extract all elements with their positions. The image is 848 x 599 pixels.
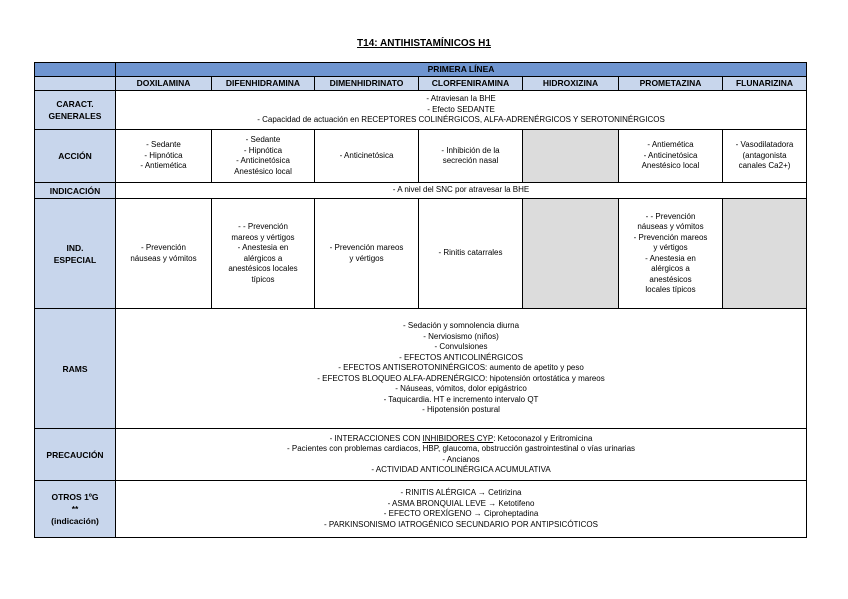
- text-line: - Inhibición de la: [441, 145, 500, 155]
- text-line: y vértigos: [653, 243, 688, 252]
- text-line: anestésicos locales: [228, 264, 298, 273]
- label-line: IND.: [66, 242, 84, 253]
- row-label-indicacion: INDICACIÓN: [35, 183, 116, 199]
- header-row: [35, 77, 807, 91]
- col-header-dimenhidrinato: DIMENHIDRINATO: [315, 77, 419, 91]
- col-header-prometazina: PROMETAZINA: [619, 77, 723, 91]
- text-line: - Anticinetósica: [339, 150, 394, 160]
- antihistamine-table: [34, 62, 807, 538]
- text-fragment: : Ketoconazol y Eritromicina: [493, 433, 593, 443]
- ind-especial-dimenhidrinato: [315, 199, 419, 309]
- row-accion: [35, 130, 807, 183]
- otros-content: [116, 481, 807, 538]
- precaucion-content: [116, 429, 807, 481]
- text-line: - Hipnótica: [243, 145, 283, 155]
- text-line: - Náuseas, vómitos, dolor epigástrico: [395, 384, 527, 394]
- text-line: - Sedación y somnolencia diurna: [402, 321, 520, 331]
- row-label-accion: ACCIÓN: [35, 130, 116, 183]
- text-line: - Vasodilatadora: [735, 140, 794, 150]
- text-line: - Antiemética: [647, 140, 694, 150]
- label-line: ESPECIAL: [53, 254, 97, 265]
- col-header-difenhidramina: DIFENHIDRAMINA: [212, 77, 315, 91]
- text-line: alérgicos a: [651, 264, 690, 273]
- text-line: - - Prevención: [238, 222, 288, 231]
- text-line: náuseas y vómitos: [637, 222, 704, 231]
- accion-doxilamina: [116, 130, 212, 183]
- col-header-doxilamina: DOXILAMINA: [116, 77, 212, 91]
- text-line: - Anticinetósica: [643, 150, 698, 160]
- text-line: - Anticinetósica: [236, 156, 290, 165]
- rams-content: [116, 309, 807, 429]
- col-header-flunarizina: FLUNARIZINA: [723, 77, 807, 91]
- text-line: canales Ca2+): [738, 161, 791, 171]
- label-line: **: [71, 504, 79, 514]
- text-line: mareos y vértigos: [231, 232, 295, 242]
- text-line: - ACTIVIDAD ANTICOLINÉRGICA ACUMULATIVA: [371, 465, 551, 474]
- accion-prometazina: [619, 130, 723, 183]
- text-line: [119, 434, 803, 445]
- text-line: - RINITIS ALÉRGICA → Cetirizina: [400, 488, 522, 497]
- accion-hidroxizina-empty: [523, 130, 619, 183]
- col-header-hidroxizina: HIDROXIZINA: [523, 77, 619, 91]
- row-otros: [35, 481, 807, 538]
- text-line: - Hipnótica: [144, 150, 183, 160]
- row-caract: [35, 91, 807, 130]
- ind-especial-doxilamina: [116, 199, 212, 309]
- text-line: alérgicos a: [243, 253, 283, 263]
- text-line: anestésicos: [649, 274, 692, 284]
- text-line: - Sedante: [146, 140, 181, 150]
- text-line: - Anestesia en: [237, 243, 289, 252]
- label-line: GENERALES: [48, 111, 102, 121]
- text-line: - EFECTOS ANTISEROTONINÉRGICOS: aumento de apetito y peso: [338, 363, 584, 373]
- text-line: y vértigos: [349, 253, 384, 263]
- text-line: - - Prevención: [645, 211, 696, 221]
- row-label-otros: [35, 481, 116, 538]
- band-corner: [35, 63, 116, 77]
- accion-flunarizina: [723, 130, 807, 183]
- ind-especial-flunarizina-empty: [723, 199, 807, 309]
- text-line: Anestésico local: [641, 161, 700, 171]
- text-line: - Capacidad de actuación en RECEPTORES COLINÉRGICOS, ALFA-ADRENÉRGICOS Y SEROTONINÉRGICOS: [257, 115, 665, 125]
- text-line: - Sedante: [245, 135, 281, 144]
- col-header-clorfeniramina: CLORFENIRAMINA: [419, 77, 523, 91]
- header-corner: [35, 77, 116, 91]
- row-rams: [35, 309, 807, 429]
- text-line: típicos: [251, 274, 275, 284]
- text-line: locales típicos: [645, 285, 696, 294]
- text-line: - Hipotensión postural: [422, 405, 500, 415]
- ind-especial-difenhidramina: [212, 199, 315, 309]
- row-label-rams: RAMS: [35, 309, 116, 429]
- text-line: secreción nasal: [442, 156, 499, 165]
- band-row: [35, 63, 807, 77]
- text-line: - Anestesia en: [645, 253, 696, 263]
- indicacion-content: - A nivel del SNC por atravesar la BHE: [116, 183, 807, 199]
- text-line: - Prevención mareos: [329, 243, 404, 252]
- text-line: - Ancianos: [442, 454, 480, 464]
- text-line: - Nerviosismo (niños): [423, 331, 499, 341]
- text-line: - Efecto SEDANTE: [427, 104, 495, 114]
- text-line: náuseas y vómitos: [130, 253, 197, 263]
- ind-especial-hidroxizina-empty: [523, 199, 619, 309]
- text-line: - Atraviesan la BHE: [426, 94, 496, 104]
- text-line: - PARKINSONISMO IATROGÉNICO SECUNDARIO POR ANTIPSICÓTICOS: [324, 519, 598, 529]
- document-title: T14: ANTIHISTAMÍNICOS H1: [357, 38, 491, 49]
- text-line: - Prevención: [141, 243, 186, 252]
- text-line: - EFECTOS ANTICOLINÉRGICOS: [399, 352, 523, 362]
- text-line: - Pacientes con problemas cardiacos, HBP, glaucoma, obstrucción gastrointestinal o vías urinarias: [287, 444, 636, 453]
- label-line: OTROS 1ºG: [51, 492, 99, 502]
- label-line: (indicación): [51, 516, 99, 526]
- row-label-caract: [35, 91, 116, 130]
- ind-especial-prometazina: [619, 199, 723, 309]
- text-line: - Prevención mareos: [633, 232, 708, 242]
- text-line: - Antiemética: [140, 161, 187, 171]
- accion-dimenhidrinato: [315, 130, 419, 183]
- text-line: - EFECTOS BLOQUEO ALFA-ADRENÉRGICO: hipotensión ortostática y mareos: [317, 373, 605, 383]
- text-line: (antagonista: [742, 150, 787, 160]
- text-line: - EFECTO OREXÍGENO → Ciproheptadina: [383, 509, 539, 518]
- row-precaucion: [35, 429, 807, 481]
- text-fragment: - INTERACCIONES CON: [329, 433, 423, 443]
- ind-especial-clorfeniramina: [419, 199, 523, 309]
- text-line: - Rinitis catarrales: [438, 248, 503, 258]
- text-line: - ASMA BRONQUIAL LEVE → Ketotifeno: [387, 498, 535, 508]
- text-line: - Convulsiones: [434, 342, 488, 352]
- text-line: Anestésico local: [234, 166, 292, 176]
- row-indicacion: [35, 183, 807, 199]
- label-line: CARACT.: [56, 99, 94, 109]
- text-line: - Taquicardia. HT e incremento intervalo QT: [383, 394, 539, 404]
- row-label-ind-especial: [35, 199, 116, 309]
- accion-clorfeniramina: [419, 130, 523, 183]
- accion-difenhidramina: [212, 130, 315, 183]
- row-label-precaucion: PRECAUCIÓN: [35, 429, 116, 481]
- caract-content: [116, 91, 807, 130]
- row-ind-especial: [35, 199, 807, 309]
- underlined-text: INHIBIDORES CYP: [422, 433, 494, 443]
- band-label: PRIMERA LÍNEA: [116, 63, 807, 77]
